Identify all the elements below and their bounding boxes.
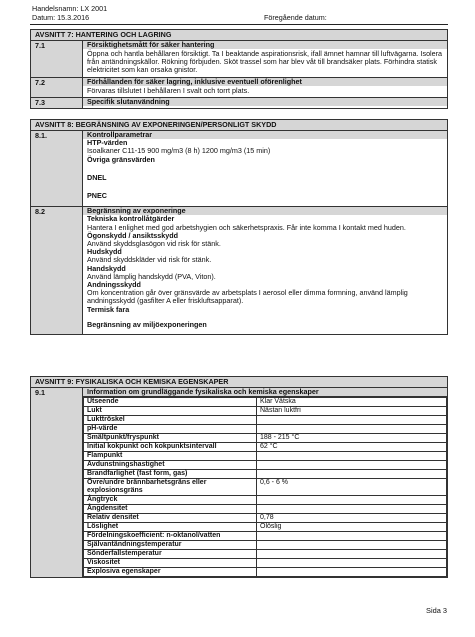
property-row [84, 407, 447, 416]
property-row [84, 496, 447, 505]
property-row [84, 523, 447, 532]
section-9 [30, 376, 448, 578]
property-value [257, 470, 447, 479]
property-row [84, 425, 447, 434]
property-name: Smältpunkt/fryspunkt [84, 434, 257, 443]
property-value [257, 452, 447, 461]
property-name: Självantändningstemperatur [84, 541, 257, 550]
property-name: Initial kokpunkt och kokpunktsintervall [84, 443, 257, 452]
property-row [84, 559, 447, 568]
property-name: Lukttröskel [84, 416, 257, 425]
section-8-heading: AVSNITT 8: BEGRÄNSNING AV EXPONERINGEN/PERSONLIGT SKYDD [31, 120, 447, 131]
property-value [257, 461, 447, 470]
property-row [84, 461, 447, 470]
property-row [84, 541, 447, 550]
property-name: Löslighet [84, 523, 257, 532]
property-row [84, 452, 447, 461]
property-row [84, 568, 447, 577]
environment-title: Begränsning av miljöexponeringen [87, 319, 207, 329]
subsection-8-2 [31, 207, 447, 334]
section-9-heading: AVSNITT 9: FYSIKALISKA OCH KEMISKA EGENSKAPER [31, 377, 447, 388]
property-name: Lukt [84, 407, 257, 416]
subsection-title: Kontrollparametrar [83, 131, 447, 139]
respiratory-text: Om koncentration går över gränsvärde av arbetsplats I aerosol eller dimma formning, använd lämplig andningsskydd (gasfilter A eller friskluftsapparat). [87, 288, 408, 306]
eye-title: Ögonskydd / ansiktsskydd [87, 230, 179, 240]
property-name: Sönderfallstemperatur [84, 550, 257, 559]
property-value: Olöslig [257, 523, 447, 532]
product-name: Handelsnamn: LX 2001 [32, 4, 108, 13]
property-value: 0,6 - 6 % [257, 479, 447, 496]
section-7-heading: AVSNITT 7: HANTERING OCH LAGRING [31, 30, 447, 41]
subsection-7-3 [31, 98, 447, 108]
subsection-title: Specifik slutanvändning [83, 98, 447, 106]
document-date: Datum: 15.3.2016 [32, 13, 90, 22]
section-8 [30, 119, 448, 335]
subsection-title: Begränsning av exponeringe [83, 207, 447, 215]
property-name: Övre/undre brännbarhetsgräns eller explosionsgräns [84, 479, 257, 496]
subsection-7-1 [31, 41, 447, 78]
subsection-number: 7.2 [31, 78, 83, 97]
properties-table [83, 397, 447, 577]
property-value [257, 532, 447, 541]
property-value [257, 559, 447, 568]
subsection-text: Öppna och hantla behållaren försiktigt. Ta I beaktande aspirationsrisk, ifall ämnet hamnar till luftvägarna. Isolera från antändningskällor. Rökning förbjuden. Sköt trassel som har blev våt till brandsäker plats. Förhindra statisk elektricitet som kan orsaka gnistor. [87, 49, 443, 75]
tech-title: Tekniska kontrollåtgärder [87, 214, 175, 224]
eye-text: Använd skyddsglasögon vid risk för stänk. [87, 239, 221, 249]
subsection-number: 8.2 [31, 207, 83, 334]
property-name: pH-värde [84, 425, 257, 434]
respiratory-title: Andningsskydd [87, 280, 141, 290]
property-name: Flampunkt [84, 452, 257, 461]
property-value: Klar Vätska [257, 398, 447, 407]
property-row [84, 416, 447, 425]
property-row [84, 505, 447, 514]
property-value [257, 550, 447, 559]
property-name: Fördelningskoefficient: n-oktanol/vatten [84, 532, 257, 541]
skin-text: Använd skyddskläder vid risk för stänk. [87, 255, 212, 265]
dnel-label: DNEL [87, 172, 107, 182]
thermal-title: Termisk fara [87, 304, 130, 314]
property-value: Nästan luktfri [257, 407, 447, 416]
property-name: Explosiva egenskaper [84, 568, 257, 577]
property-row [84, 514, 447, 523]
property-value [257, 505, 447, 514]
property-row [84, 443, 447, 452]
pnec-label: PNEC [87, 191, 107, 201]
property-value [257, 496, 447, 505]
document-header [32, 4, 452, 22]
subsection-7-2 [31, 78, 447, 98]
property-value [257, 568, 447, 577]
property-name: Ångtryck [84, 496, 257, 505]
subsection-8-1 [31, 131, 447, 207]
previous-date: Föregående datum: [264, 13, 327, 22]
subsection-number: 8.1. [31, 131, 83, 206]
skin-title: Hudskydd [87, 247, 122, 257]
subsection-title: Försiktighetsmått för säker hantering [83, 41, 447, 49]
property-value [257, 541, 447, 550]
property-row [84, 470, 447, 479]
property-value: 0,78 [257, 514, 447, 523]
hand-title: Handskydd [87, 263, 126, 273]
property-name: Relativ densitet [84, 514, 257, 523]
subsection-number: 7.3 [31, 98, 83, 108]
property-value [257, 425, 447, 434]
date-line [32, 13, 452, 22]
property-row [84, 398, 447, 407]
tech-text: Hantera I enlighet med god arbetshygien och säkerhetspraxis. Får inte komma I kontakt med huden. [87, 222, 406, 232]
property-name: Brandfarlighet (fast form, gas) [84, 470, 257, 479]
property-row [84, 434, 447, 443]
property-value: 62 °C [257, 443, 447, 452]
subsection-number: 9.1 [31, 388, 83, 577]
property-value: 188 - 215 °C [257, 434, 447, 443]
property-name: Utseende [84, 398, 257, 407]
subsection-text: Förvaras tillslutet I behållaren I svalt och torrt plats. [87, 85, 250, 95]
htp-title: HTP-värden [87, 138, 128, 148]
subsection-9-1 [31, 388, 447, 577]
property-name: Ångdensitet [84, 505, 257, 514]
property-row [84, 550, 447, 559]
subsection-number: 7.1 [31, 41, 83, 77]
subsection-title: Information om grundläggande fysikaliska och kemiska egenskaper [83, 388, 447, 397]
property-row [84, 532, 447, 541]
property-name: Viskositet [84, 559, 257, 568]
property-value [257, 416, 447, 425]
subsection-title: Förhållanden för säker lagring, inklusive eventuell oförenlighet [83, 78, 447, 86]
other-limits-title: Övriga gränsvärden [87, 154, 155, 164]
hand-text: Använd lämplig handskydd (PVA, Viton). [87, 271, 216, 281]
property-name: Avdunstningshastighet [84, 461, 257, 470]
property-row [84, 479, 447, 496]
page-number: Sida 3 [426, 606, 447, 615]
section-7 [30, 29, 448, 109]
htp-text: Isoalkaner C11-15 900 mg/m3 (8 h) 1200 mg/m3 (15 min) [87, 146, 271, 156]
header-divider [30, 24, 448, 25]
